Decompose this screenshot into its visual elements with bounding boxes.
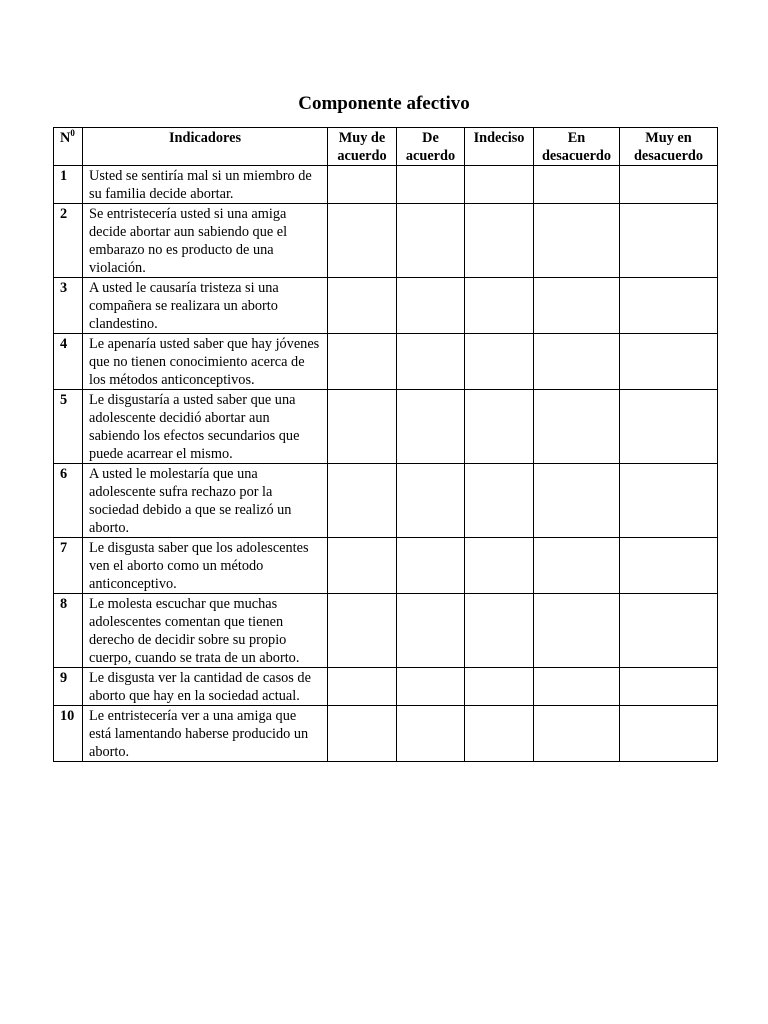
answer-cell-indeciso[interactable] (465, 278, 534, 334)
answer-cell-muy-de-acuerdo[interactable] (328, 538, 397, 594)
answer-cell-de-acuerdo[interactable] (397, 204, 465, 278)
table-row (54, 668, 718, 706)
header-number-superscript: 0 (70, 128, 75, 138)
answer-cell-muy-de-acuerdo[interactable] (328, 166, 397, 204)
row-number: 2 (54, 204, 83, 278)
answer-cell-muy-en-desacuerdo[interactable] (620, 204, 718, 278)
answer-cell-en-desacuerdo[interactable] (534, 706, 620, 762)
answer-cell-en-desacuerdo[interactable] (534, 334, 620, 390)
header-option-de-acuerdo: De acuerdo (397, 128, 465, 166)
answer-cell-indeciso[interactable] (465, 204, 534, 278)
indicator-text: Le entristecería ver a una amiga que está lamentando haberse producido un aborto. (83, 706, 328, 762)
answer-cell-muy-en-desacuerdo[interactable] (620, 166, 718, 204)
table-row (54, 538, 718, 594)
answer-cell-muy-en-desacuerdo[interactable] (620, 464, 718, 538)
table-row (54, 390, 718, 464)
answer-cell-de-acuerdo[interactable] (397, 390, 465, 464)
answer-cell-muy-en-desacuerdo[interactable] (620, 668, 718, 706)
answer-cell-indeciso[interactable] (465, 390, 534, 464)
answer-cell-indeciso[interactable] (465, 668, 534, 706)
table-row (54, 166, 718, 204)
page-title: Componente afectivo (298, 93, 470, 114)
table-row (54, 334, 718, 390)
answer-cell-muy-de-acuerdo[interactable] (328, 204, 397, 278)
indicator-text: Le disgusta saber que los adolescentes ven el aborto como un método anticonceptivo. (83, 538, 328, 594)
answer-cell-muy-de-acuerdo[interactable] (328, 334, 397, 390)
indicator-text: Le molesta escuchar que muchas adolescentes comentan que tienen derecho de decidir sobre su propio cuerpo, cuando se trata de un aborto. (83, 594, 328, 668)
answer-cell-en-desacuerdo[interactable] (534, 464, 620, 538)
answer-cell-indeciso[interactable] (465, 334, 534, 390)
indicator-text: Usted se sentiría mal si un miembro de su familia decide abortar. (83, 166, 328, 204)
answer-cell-de-acuerdo[interactable] (397, 166, 465, 204)
header-row (54, 128, 718, 166)
answer-cell-en-desacuerdo[interactable] (534, 390, 620, 464)
answer-cell-muy-de-acuerdo[interactable] (328, 668, 397, 706)
answer-cell-de-acuerdo[interactable] (397, 334, 465, 390)
answer-cell-muy-en-desacuerdo[interactable] (620, 390, 718, 464)
row-number: 10 (54, 706, 83, 762)
indicator-text: Le disgustaría a usted saber que una adolescente decidió abortar aun sabiendo los efectos secundarios que puede acarrear el mismo. (83, 390, 328, 464)
answer-cell-en-desacuerdo[interactable] (534, 166, 620, 204)
row-number: 1 (54, 166, 83, 204)
answer-cell-muy-en-desacuerdo[interactable] (620, 278, 718, 334)
table-row (54, 204, 718, 278)
header-option-muy-de-acuerdo: Muy de acuerdo (328, 128, 397, 166)
answer-cell-de-acuerdo[interactable] (397, 538, 465, 594)
indicator-text: A usted le molestaría que una adolescente sufra rechazo por la sociedad debido a que se realizó un aborto. (83, 464, 328, 538)
indicator-text: Se entristecería usted si una amiga decide abortar aun sabiendo que el embarazo no es producto de una violación. (83, 204, 328, 278)
table-row (54, 706, 718, 762)
answer-cell-indeciso[interactable] (465, 166, 534, 204)
answer-cell-en-desacuerdo[interactable] (534, 204, 620, 278)
answer-cell-de-acuerdo[interactable] (397, 668, 465, 706)
row-number: 6 (54, 464, 83, 538)
table-row (54, 594, 718, 668)
header-indicators: Indicadores (83, 128, 328, 166)
answer-cell-muy-en-desacuerdo[interactable] (620, 706, 718, 762)
answer-cell-muy-de-acuerdo[interactable] (328, 594, 397, 668)
answer-cell-muy-en-desacuerdo[interactable] (620, 538, 718, 594)
row-number: 7 (54, 538, 83, 594)
answer-cell-muy-de-acuerdo[interactable] (328, 706, 397, 762)
answer-cell-indeciso[interactable] (465, 538, 534, 594)
answer-cell-en-desacuerdo[interactable] (534, 278, 620, 334)
answer-cell-muy-en-desacuerdo[interactable] (620, 334, 718, 390)
answer-cell-muy-de-acuerdo[interactable] (328, 278, 397, 334)
row-number: 3 (54, 278, 83, 334)
answer-cell-en-desacuerdo[interactable] (534, 538, 620, 594)
header-number-base: N (60, 130, 71, 146)
answer-cell-indeciso[interactable] (465, 464, 534, 538)
row-number: 4 (54, 334, 83, 390)
table-row (54, 464, 718, 538)
table-row (54, 278, 718, 334)
answer-cell-de-acuerdo[interactable] (397, 278, 465, 334)
indicator-text: Le disgusta ver la cantidad de casos de aborto que hay en la sociedad actual. (83, 668, 328, 706)
answer-cell-de-acuerdo[interactable] (397, 464, 465, 538)
indicator-text: A usted le causaría tristeza si una compañera se realizara un aborto clandestino. (83, 278, 328, 334)
header-number (54, 128, 83, 166)
header-option-indeciso: Indeciso (465, 128, 534, 166)
row-number: 5 (54, 390, 83, 464)
answer-cell-muy-de-acuerdo[interactable] (328, 464, 397, 538)
answer-cell-muy-en-desacuerdo[interactable] (620, 594, 718, 668)
answer-cell-indeciso[interactable] (465, 594, 534, 668)
answer-cell-muy-de-acuerdo[interactable] (328, 390, 397, 464)
answer-cell-de-acuerdo[interactable] (397, 706, 465, 762)
row-number: 8 (54, 594, 83, 668)
answer-cell-de-acuerdo[interactable] (397, 594, 465, 668)
row-number: 9 (54, 668, 83, 706)
header-option-en-desacuerdo: En desacuerdo (534, 128, 620, 166)
indicator-text: Le apenaría usted saber que hay jóvenes que no tienen conocimiento acerca de los métodos anticonceptivos. (83, 334, 328, 390)
answer-cell-en-desacuerdo[interactable] (534, 594, 620, 668)
survey-table (53, 127, 718, 762)
answer-cell-en-desacuerdo[interactable] (534, 668, 620, 706)
answer-cell-indeciso[interactable] (465, 706, 534, 762)
header-option-muy-en-desacuerdo: Muy en desacuerdo (620, 128, 718, 166)
